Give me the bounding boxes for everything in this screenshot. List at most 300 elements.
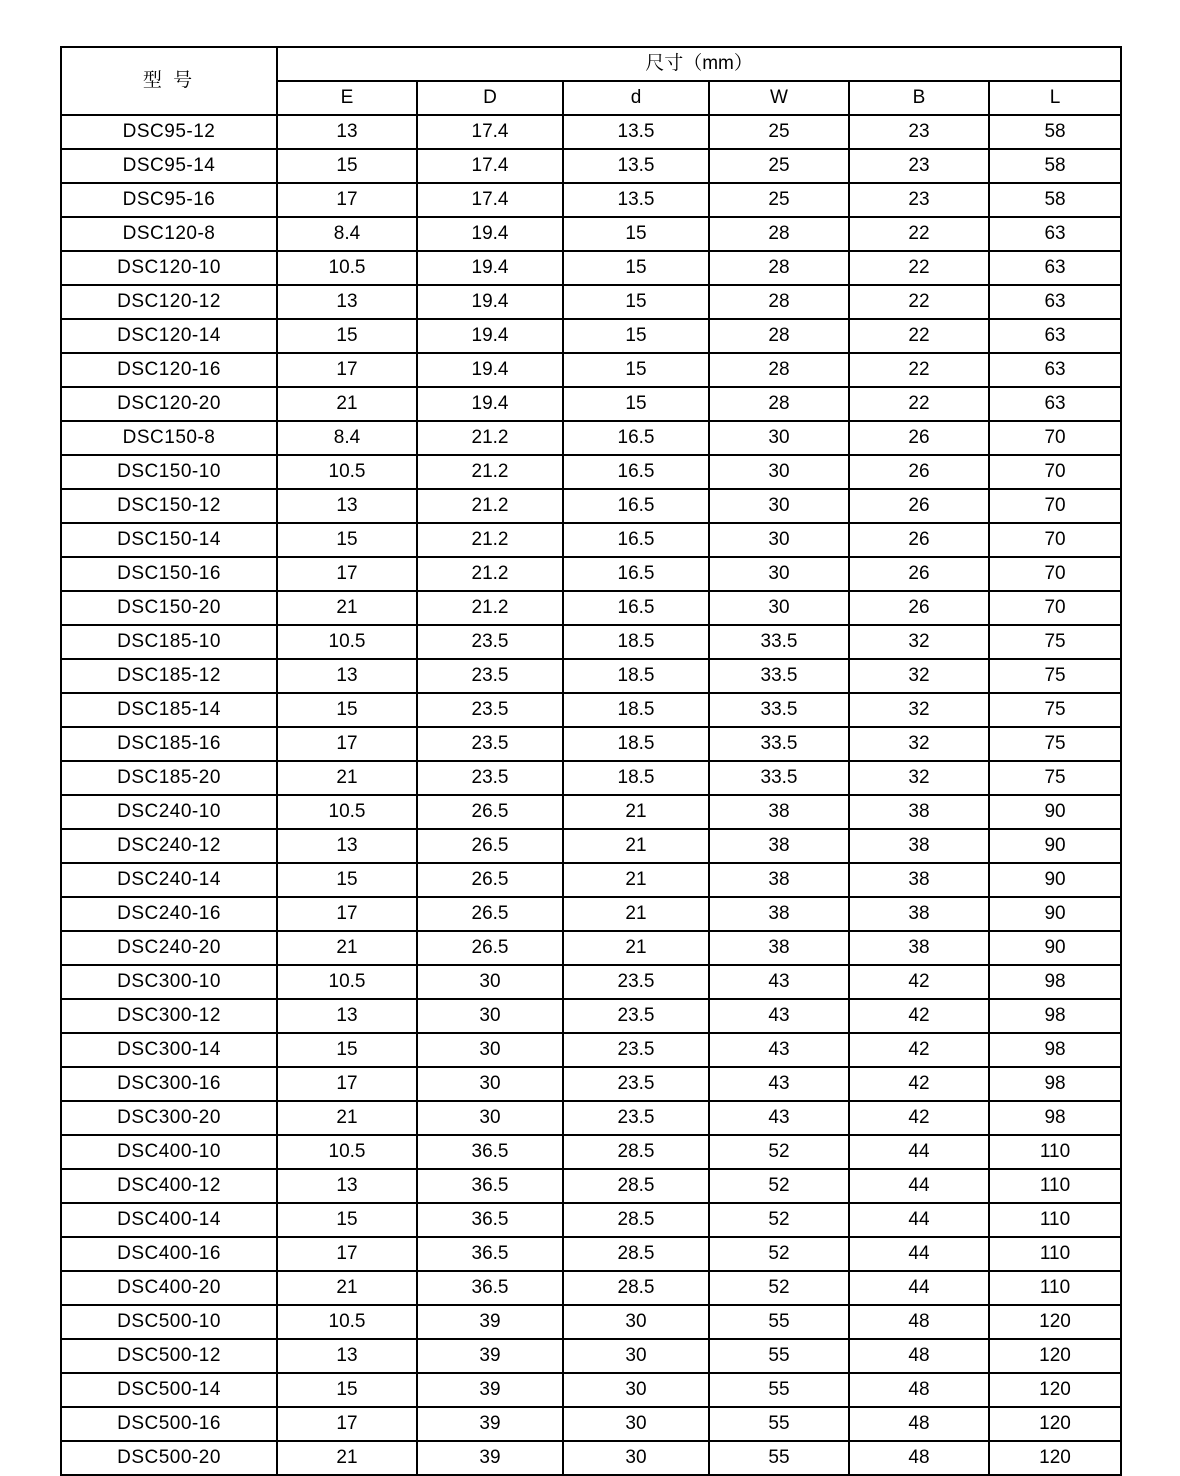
cell-l: 120 [989, 1441, 1121, 1475]
table-row [61, 659, 1121, 693]
cell-d-lower: 30 [563, 1373, 709, 1407]
cell-w: 52 [709, 1169, 849, 1203]
cell-d: 19.4 [417, 217, 563, 251]
cell-e: 13 [277, 285, 417, 319]
cell-b: 38 [849, 897, 989, 931]
cell-w: 38 [709, 829, 849, 863]
cell-b: 32 [849, 625, 989, 659]
cell-e: 8.4 [277, 217, 417, 251]
cell-e: 17 [277, 1067, 417, 1101]
cell-model: DSC95-16 [61, 183, 277, 217]
cell-d-lower: 15 [563, 353, 709, 387]
cell-w: 30 [709, 421, 849, 455]
cell-b: 26 [849, 557, 989, 591]
cell-model: DSC150-20 [61, 591, 277, 625]
column-header-model: 型 号 [61, 47, 277, 115]
cell-e: 15 [277, 1033, 417, 1067]
cell-d: 30 [417, 999, 563, 1033]
cell-l: 110 [989, 1203, 1121, 1237]
cell-e: 17 [277, 1407, 417, 1441]
cell-w: 52 [709, 1237, 849, 1271]
cell-d-lower: 16.5 [563, 523, 709, 557]
cell-b: 22 [849, 319, 989, 353]
cell-w: 25 [709, 183, 849, 217]
cell-model: DSC185-10 [61, 625, 277, 659]
cell-l: 75 [989, 727, 1121, 761]
cell-l: 90 [989, 863, 1121, 897]
cell-d-lower: 23.5 [563, 1067, 709, 1101]
cell-d-lower: 13.5 [563, 149, 709, 183]
table-row [61, 1101, 1121, 1135]
cell-model: DSC240-14 [61, 863, 277, 897]
cell-d: 39 [417, 1339, 563, 1373]
cell-d-lower: 16.5 [563, 455, 709, 489]
cell-model: DSC300-16 [61, 1067, 277, 1101]
cell-e: 10.5 [277, 455, 417, 489]
cell-l: 120 [989, 1407, 1121, 1441]
cell-e: 13 [277, 999, 417, 1033]
cell-w: 28 [709, 319, 849, 353]
cell-b: 38 [849, 931, 989, 965]
column-header-dimensions: 尺寸（mm） [277, 47, 1121, 81]
cell-b: 22 [849, 387, 989, 421]
column-header-b: B [849, 81, 989, 115]
cell-l: 110 [989, 1271, 1121, 1305]
cell-w: 52 [709, 1135, 849, 1169]
cell-w: 33.5 [709, 761, 849, 795]
cell-w: 43 [709, 965, 849, 999]
table-row [61, 1271, 1121, 1305]
cell-model: DSC300-14 [61, 1033, 277, 1067]
cell-b: 32 [849, 727, 989, 761]
table-row [61, 183, 1121, 217]
cell-w: 25 [709, 115, 849, 149]
table-row [61, 557, 1121, 591]
cell-d-lower: 16.5 [563, 557, 709, 591]
cell-b: 23 [849, 149, 989, 183]
cell-b: 32 [849, 761, 989, 795]
table-row [61, 693, 1121, 727]
column-header-d-lower: d [563, 81, 709, 115]
cell-e: 10.5 [277, 625, 417, 659]
cell-e: 10.5 [277, 1305, 417, 1339]
cell-b: 38 [849, 829, 989, 863]
cell-w: 43 [709, 1101, 849, 1135]
table-row [61, 795, 1121, 829]
cell-d-lower: 18.5 [563, 659, 709, 693]
cell-w: 43 [709, 999, 849, 1033]
table-row [61, 1441, 1121, 1475]
cell-d: 36.5 [417, 1237, 563, 1271]
cell-d: 39 [417, 1305, 563, 1339]
cell-e: 21 [277, 931, 417, 965]
cell-model: DSC120-20 [61, 387, 277, 421]
cell-d: 39 [417, 1407, 563, 1441]
table-row [61, 251, 1121, 285]
cell-b: 26 [849, 591, 989, 625]
cell-w: 30 [709, 591, 849, 625]
cell-e: 21 [277, 1271, 417, 1305]
cell-e: 17 [277, 1237, 417, 1271]
cell-l: 70 [989, 489, 1121, 523]
cell-d: 30 [417, 965, 563, 999]
cell-e: 13 [277, 1169, 417, 1203]
table-row [61, 591, 1121, 625]
cell-d-lower: 28.5 [563, 1203, 709, 1237]
cell-d: 21.2 [417, 591, 563, 625]
table-row [61, 217, 1121, 251]
table-row [61, 931, 1121, 965]
table-row [61, 455, 1121, 489]
cell-d: 21.2 [417, 421, 563, 455]
cell-e: 21 [277, 591, 417, 625]
cell-d: 17.4 [417, 149, 563, 183]
cell-d-lower: 23.5 [563, 1033, 709, 1067]
cell-model: DSC150-16 [61, 557, 277, 591]
cell-e: 10.5 [277, 1135, 417, 1169]
cell-e: 13 [277, 659, 417, 693]
cell-w: 52 [709, 1271, 849, 1305]
cell-model: DSC185-20 [61, 761, 277, 795]
cell-model: DSC95-12 [61, 115, 277, 149]
cell-w: 33.5 [709, 727, 849, 761]
cell-model: DSC185-14 [61, 693, 277, 727]
cell-e: 8.4 [277, 421, 417, 455]
table-row [61, 1407, 1121, 1441]
cell-b: 38 [849, 863, 989, 897]
cell-model: DSC400-20 [61, 1271, 277, 1305]
table-row [61, 829, 1121, 863]
cell-e: 10.5 [277, 251, 417, 285]
table-row [61, 1135, 1121, 1169]
cell-e: 21 [277, 1101, 417, 1135]
cell-d: 36.5 [417, 1203, 563, 1237]
cell-d-lower: 21 [563, 829, 709, 863]
cell-d: 17.4 [417, 183, 563, 217]
cell-d-lower: 21 [563, 795, 709, 829]
cell-d: 23.5 [417, 761, 563, 795]
cell-b: 42 [849, 1067, 989, 1101]
cell-d-lower: 16.5 [563, 489, 709, 523]
cell-l: 120 [989, 1339, 1121, 1373]
cell-e: 15 [277, 1373, 417, 1407]
cell-model: DSC240-16 [61, 897, 277, 931]
cell-model: DSC500-10 [61, 1305, 277, 1339]
cell-e: 17 [277, 897, 417, 931]
cell-w: 30 [709, 523, 849, 557]
cell-e: 21 [277, 387, 417, 421]
cell-d: 21.2 [417, 489, 563, 523]
cell-d: 36.5 [417, 1135, 563, 1169]
cell-b: 22 [849, 285, 989, 319]
cell-model: DSC120-8 [61, 217, 277, 251]
cell-model: DSC95-14 [61, 149, 277, 183]
table-header [61, 47, 1121, 115]
cell-b: 48 [849, 1441, 989, 1475]
cell-d: 19.4 [417, 353, 563, 387]
table-row [61, 863, 1121, 897]
cell-w: 38 [709, 795, 849, 829]
cell-model: DSC120-10 [61, 251, 277, 285]
cell-d-lower: 13.5 [563, 183, 709, 217]
cell-l: 98 [989, 1067, 1121, 1101]
cell-d: 39 [417, 1441, 563, 1475]
cell-w: 33.5 [709, 625, 849, 659]
cell-d-lower: 30 [563, 1407, 709, 1441]
cell-l: 70 [989, 557, 1121, 591]
table-row [61, 1339, 1121, 1373]
cell-e: 15 [277, 1203, 417, 1237]
cell-d-lower: 30 [563, 1305, 709, 1339]
cell-d-lower: 18.5 [563, 693, 709, 727]
cell-l: 90 [989, 931, 1121, 965]
cell-w: 55 [709, 1407, 849, 1441]
cell-b: 22 [849, 353, 989, 387]
cell-model: DSC400-10 [61, 1135, 277, 1169]
cell-b: 26 [849, 523, 989, 557]
cell-d-lower: 15 [563, 217, 709, 251]
cell-d-lower: 23.5 [563, 965, 709, 999]
table-row [61, 1237, 1121, 1271]
cell-d: 30 [417, 1067, 563, 1101]
cell-d-lower: 21 [563, 863, 709, 897]
cell-w: 55 [709, 1305, 849, 1339]
table-row [61, 1373, 1121, 1407]
cell-e: 21 [277, 1441, 417, 1475]
cell-e: 15 [277, 319, 417, 353]
header-row-top [61, 47, 1121, 81]
cell-d-lower: 23.5 [563, 1101, 709, 1135]
cell-w: 28 [709, 387, 849, 421]
cell-w: 28 [709, 251, 849, 285]
table-body [61, 115, 1121, 1475]
cell-l: 98 [989, 1101, 1121, 1135]
cell-l: 98 [989, 1033, 1121, 1067]
cell-b: 32 [849, 693, 989, 727]
cell-b: 26 [849, 489, 989, 523]
cell-d: 36.5 [417, 1169, 563, 1203]
table-row [61, 761, 1121, 795]
cell-e: 13 [277, 115, 417, 149]
cell-l: 70 [989, 523, 1121, 557]
table-row [61, 625, 1121, 659]
cell-model: DSC150-8 [61, 421, 277, 455]
cell-e: 17 [277, 353, 417, 387]
cell-b: 26 [849, 455, 989, 489]
cell-l: 110 [989, 1135, 1121, 1169]
cell-model: DSC120-14 [61, 319, 277, 353]
cell-b: 44 [849, 1237, 989, 1271]
cell-l: 75 [989, 625, 1121, 659]
cell-d-lower: 30 [563, 1441, 709, 1475]
table-row [61, 965, 1121, 999]
cell-e: 10.5 [277, 965, 417, 999]
cell-model: DSC500-16 [61, 1407, 277, 1441]
cell-b: 42 [849, 1101, 989, 1135]
cell-w: 55 [709, 1373, 849, 1407]
table-row [61, 489, 1121, 523]
cell-d-lower: 15 [563, 387, 709, 421]
cell-w: 38 [709, 863, 849, 897]
cell-d-lower: 21 [563, 931, 709, 965]
cell-w: 25 [709, 149, 849, 183]
cell-model: DSC400-12 [61, 1169, 277, 1203]
cell-e: 17 [277, 727, 417, 761]
cell-d-lower: 28.5 [563, 1169, 709, 1203]
cell-e: 15 [277, 523, 417, 557]
cell-e: 15 [277, 693, 417, 727]
cell-d-lower: 15 [563, 251, 709, 285]
cell-l: 58 [989, 115, 1121, 149]
table-row [61, 523, 1121, 557]
cell-model: DSC150-12 [61, 489, 277, 523]
table-row [61, 387, 1121, 421]
cell-d: 23.5 [417, 727, 563, 761]
cell-l: 63 [989, 387, 1121, 421]
cell-l: 58 [989, 183, 1121, 217]
column-header-d-upper: D [417, 81, 563, 115]
cell-b: 32 [849, 659, 989, 693]
cell-d: 26.5 [417, 897, 563, 931]
cell-w: 30 [709, 557, 849, 591]
cell-model: DSC400-14 [61, 1203, 277, 1237]
cell-d: 30 [417, 1101, 563, 1135]
column-header-l: L [989, 81, 1121, 115]
cell-b: 42 [849, 965, 989, 999]
table-row [61, 149, 1121, 183]
table-row [61, 353, 1121, 387]
cell-l: 110 [989, 1169, 1121, 1203]
cell-d-lower: 23.5 [563, 999, 709, 1033]
cell-d: 23.5 [417, 693, 563, 727]
cell-l: 70 [989, 455, 1121, 489]
cell-b: 23 [849, 183, 989, 217]
cell-d-lower: 18.5 [563, 625, 709, 659]
cell-d-lower: 21 [563, 897, 709, 931]
cell-d: 30 [417, 1033, 563, 1067]
cell-w: 55 [709, 1339, 849, 1373]
column-header-e: E [277, 81, 417, 115]
cell-d-lower: 30 [563, 1339, 709, 1373]
cell-b: 48 [849, 1339, 989, 1373]
cell-d: 26.5 [417, 795, 563, 829]
cell-l: 120 [989, 1373, 1121, 1407]
cell-b: 42 [849, 999, 989, 1033]
cell-e: 17 [277, 557, 417, 591]
cell-d-lower: 18.5 [563, 761, 709, 795]
cell-l: 63 [989, 353, 1121, 387]
cell-b: 22 [849, 217, 989, 251]
cell-model: DSC300-20 [61, 1101, 277, 1135]
cell-model: DSC500-12 [61, 1339, 277, 1373]
cell-w: 30 [709, 455, 849, 489]
cell-model: DSC240-12 [61, 829, 277, 863]
cell-d: 36.5 [417, 1271, 563, 1305]
cell-l: 98 [989, 999, 1121, 1033]
cell-d-lower: 16.5 [563, 591, 709, 625]
cell-d: 21.2 [417, 523, 563, 557]
cell-b: 22 [849, 251, 989, 285]
cell-e: 17 [277, 183, 417, 217]
cell-d-lower: 16.5 [563, 421, 709, 455]
cell-model: DSC400-16 [61, 1237, 277, 1271]
cell-d-lower: 13.5 [563, 115, 709, 149]
cell-w: 38 [709, 897, 849, 931]
cell-model: DSC240-20 [61, 931, 277, 965]
cell-e: 10.5 [277, 795, 417, 829]
cell-d-lower: 28.5 [563, 1271, 709, 1305]
cell-w: 43 [709, 1033, 849, 1067]
cell-d: 23.5 [417, 659, 563, 693]
table-row [61, 1033, 1121, 1067]
cell-e: 15 [277, 149, 417, 183]
cell-l: 110 [989, 1237, 1121, 1271]
cell-d: 26.5 [417, 931, 563, 965]
table-row [61, 897, 1121, 931]
cell-l: 90 [989, 795, 1121, 829]
cell-w: 43 [709, 1067, 849, 1101]
cell-e: 15 [277, 863, 417, 897]
cell-d: 19.4 [417, 387, 563, 421]
cell-w: 28 [709, 285, 849, 319]
cell-b: 48 [849, 1373, 989, 1407]
table-row [61, 999, 1121, 1033]
cell-d: 39 [417, 1373, 563, 1407]
cell-model: DSC300-12 [61, 999, 277, 1033]
cell-model: DSC500-14 [61, 1373, 277, 1407]
cell-d: 23.5 [417, 625, 563, 659]
table-row [61, 727, 1121, 761]
cell-e: 13 [277, 489, 417, 523]
cell-w: 38 [709, 931, 849, 965]
cell-w: 30 [709, 489, 849, 523]
cell-b: 48 [849, 1305, 989, 1339]
cell-model: DSC120-16 [61, 353, 277, 387]
cell-d: 19.4 [417, 319, 563, 353]
cell-l: 75 [989, 693, 1121, 727]
cell-d-lower: 15 [563, 285, 709, 319]
table-row [61, 1305, 1121, 1339]
cell-d: 21.2 [417, 557, 563, 591]
cell-model: DSC150-10 [61, 455, 277, 489]
cell-model: DSC185-16 [61, 727, 277, 761]
cell-d: 17.4 [417, 115, 563, 149]
table-row [61, 1067, 1121, 1101]
cell-d: 26.5 [417, 863, 563, 897]
table-row [61, 319, 1121, 353]
cell-b: 26 [849, 421, 989, 455]
cell-model: DSC500-20 [61, 1441, 277, 1475]
cell-d-lower: 28.5 [563, 1135, 709, 1169]
cell-l: 98 [989, 965, 1121, 999]
cell-l: 90 [989, 829, 1121, 863]
cell-w: 33.5 [709, 659, 849, 693]
cell-model: DSC120-12 [61, 285, 277, 319]
table-row [61, 285, 1121, 319]
cell-w: 55 [709, 1441, 849, 1475]
cell-l: 75 [989, 761, 1121, 795]
cell-l: 63 [989, 285, 1121, 319]
specification-table [60, 46, 1122, 1476]
table-row [61, 421, 1121, 455]
cell-b: 23 [849, 115, 989, 149]
table-row [61, 1169, 1121, 1203]
cell-l: 70 [989, 421, 1121, 455]
cell-model: DSC185-12 [61, 659, 277, 693]
cell-b: 42 [849, 1033, 989, 1067]
cell-w: 28 [709, 217, 849, 251]
column-header-w: W [709, 81, 849, 115]
